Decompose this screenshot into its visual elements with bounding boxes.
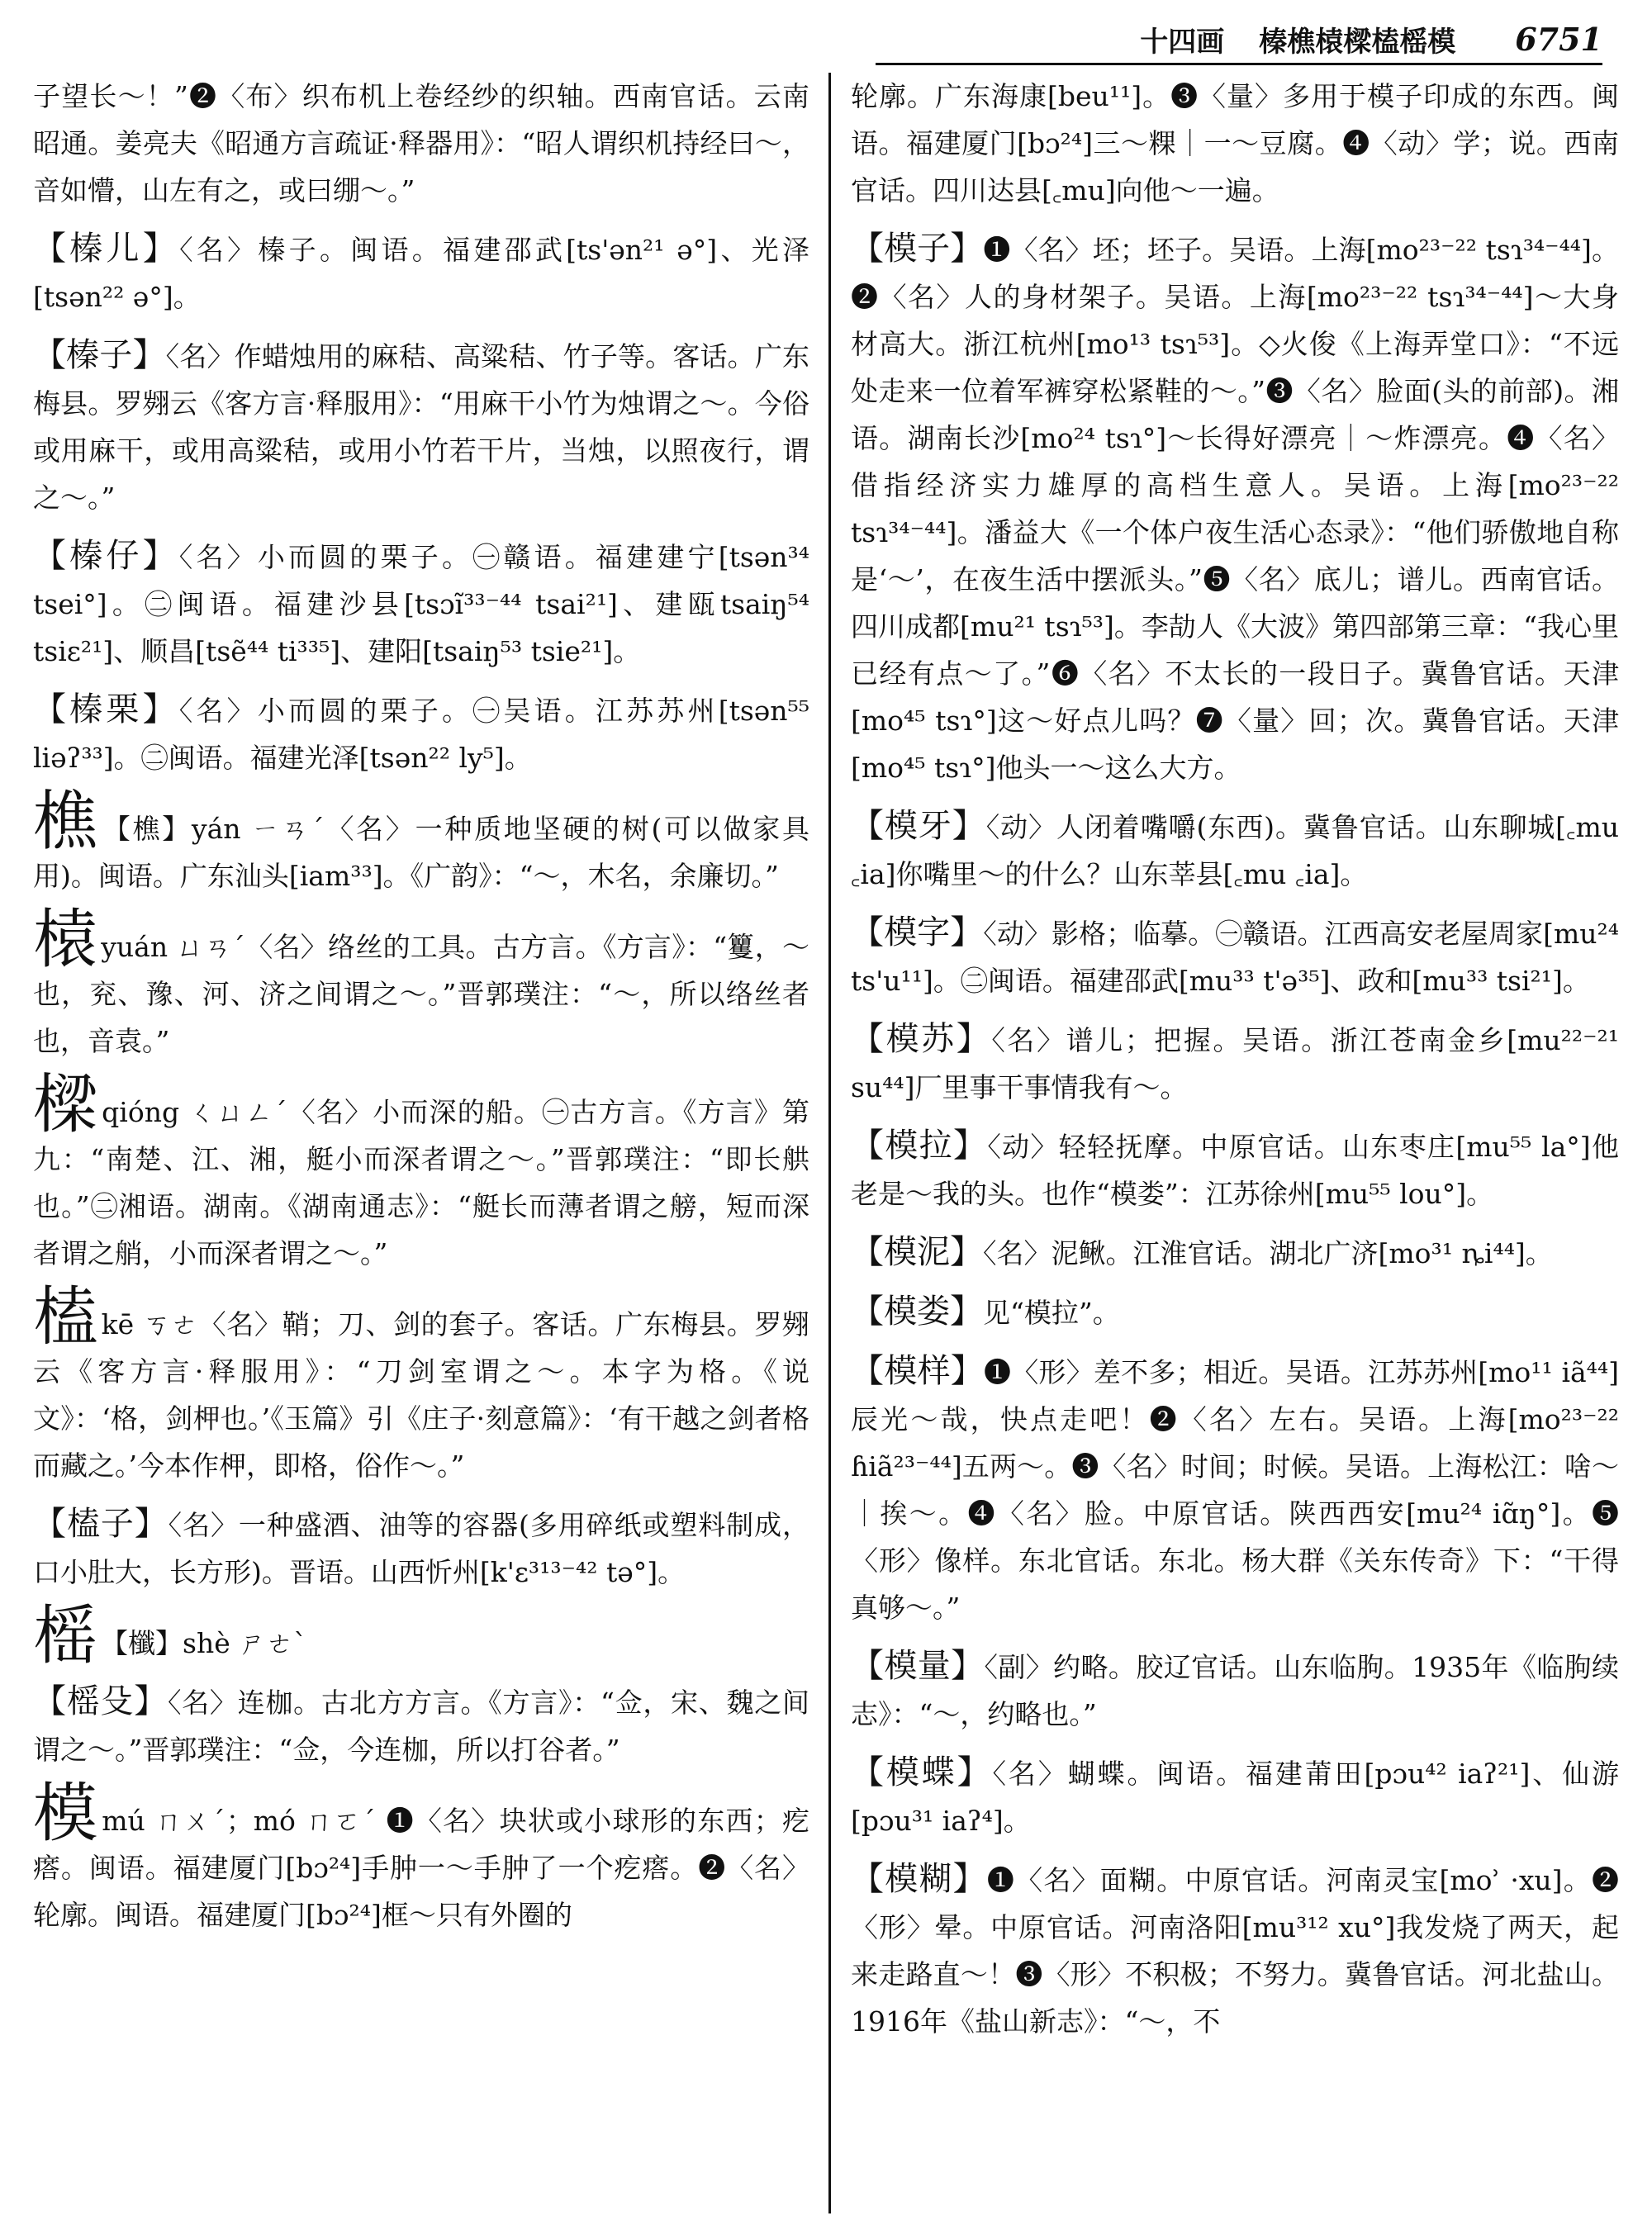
entry-text: yuán ㄩㄢˊ〈名〉络丝的工具。古方言。《方言》：“籰，～也，兖、豫、河、济之间谓之～。”晋郭璞注：“～，所以络丝者也，音袁。” (33, 931, 809, 1057)
entry-text: 见“模拉”。 (983, 1297, 1120, 1329)
entry-text: 子望长～！”❷〈布〉织布机上卷经纱的织轴。西南官话。云南昭通。姜亮夫《昭通方言疏证·释器用》：“昭人谓织机持经曰～，音如懵，山左有之，或曰绷～。” (33, 80, 809, 206)
dictionary-entry (851, 909, 1619, 1004)
headword: 【模样】 (851, 1352, 984, 1390)
entry-text: 〈名〉小而圆的栗子。㊀吴语。江苏苏州[tsən⁵⁵ liəʔ³³]。㊁闽语。福建光泽[tsən²² ly⁵]。 (33, 695, 809, 774)
entry-text: 〈名〉榛子。闽语。福建邵武[ts'ən²¹ ə°]、光泽[tsən²² ə°]。 (33, 234, 809, 313)
entry-text: 〈名〉小而圆的栗子。㊀赣语。福建建宁[tsən³⁴ tsei°]。㊁闽语。福建沙县[tsɔĩ³³⁻⁴⁴ tsai²¹]、建瓯tsaiŋ⁵⁴ tsiɛ²¹]、顺昌[tsẽ⁴⁴ ti³³⁵]、建阳[tsaiŋ⁵³ tsie²¹]。 (33, 541, 809, 667)
dictionary-entry (851, 1122, 1619, 1217)
left-column (33, 73, 809, 2213)
dictionary-entry (33, 1777, 809, 1938)
entry-text: ❶〈形〉差不多；相近。吴语。江苏苏州[mo¹¹ iã⁴⁴]辰光～哉，快点走吧！❷〈名〉左右。吴语。上海[mo²³⁻²² ɦiã²³⁻⁴⁴]五两～。❸〈名〉时间；时候。吴语。上海松江：啥～｜挨～。❹〈名〉脸。中原官话。陕西西安[mu²⁴ iɑ̃ŋ°]。❺〈形〉像样。东北官话。东北。杨大群《关东传奇》下：“干得真够～。” (851, 1356, 1619, 1624)
entry-text: ❶〈名〉面糊。中原官话。河南灵宝[moʾ ·xu]。❷〈形〉晕。中原官话。河南洛阳[mu³¹² xu°]我发烧了两天，起来走路直～！❸〈形〉不积极；不努力。冀鲁官话。河北盐山。1916年《盐山新志》：“～，不 (851, 1864, 1619, 2038)
page-header (876, 15, 1602, 65)
headword: 【模娄】 (851, 1293, 983, 1331)
entry-text: 〈名〉一种盛酒、油等的容器(多用碎纸或塑料制成，口小肚大，长方形)。晋语。山西忻州[k'ɛ³¹³⁻⁴² tə°]。 (33, 1509, 809, 1588)
entry-text: qióng ㄑㄩㄥˊ〈名〉小而深的船。㊀古方言。《方言》第九：“南楚、江、湘，艇小而深者谓之～。”晋郭璞注：“即长舼也。”㊁湘语。湖南。《湖南通志》：“艇长而薄者谓之艕，短而深者谓之艄，小而深者谓之～。” (33, 1096, 809, 1269)
headword: 【模泥】 (851, 1233, 983, 1271)
entry-text: 〈动〉人闭着嘴嚼(东西)。冀鲁官话。山东聊城[꜀mu ꜀ia]你嘴里～的什么？山东莘县[꜀mu ꜀ia]。 (851, 811, 1619, 890)
entry-text: ❶〈名〉坯；坯子。吴语。上海[mo²³⁻²² tsɿ³⁴⁻⁴⁴]。❷〈名〉人的身材架子。吴语。上海[mo²³⁻²² tsɿ³⁴⁻⁴⁴]～大身材高大。浙江杭州[mo¹³ tsɿ⁵³]。◇火俊《上海弄堂口》：“不远处走来一位着军裤穿松紧鞋的～。”❸〈名〉脸面(头的前部)。湘语。湖南长沙[mo²⁴ tsɿ°]～长得好漂亮｜～炸漂亮。❹〈名〉借指经济实力雄厚的高档生意人。吴语。上海[mo²³⁻²² tsɿ³⁴⁻⁴⁴]。潘益大《一个体户夜生活心态录》：“他们骄傲地自称是‘～’，在夜生活中摆派头。”❺〈名〉底儿；谱儿。西南官话。四川成都[mu²¹ tsɿ⁵³]。李劼人《大波》第四部第三章：“我心里已经有点～了。”❻〈名〉不太长的一段日子。冀鲁官话。天津[mo⁴⁵ tsɿ°]这～好点儿吗？❼〈量〉回；次。冀鲁官话。天津[mo⁴⁵ tsɿ°]他头一～这么大方。 (851, 234, 1619, 784)
header-section: 十四画 (1140, 25, 1225, 59)
headword: 【模子】 (851, 230, 984, 268)
dictionary-entry (33, 686, 809, 781)
dictionary-entry (33, 1678, 809, 1773)
entry-text: kē ㄎㄜ〈名〉鞘；刀、剑的套子。客话。广东梅县。罗翙云《客方言·释服用》：“刀剑室谓之～。本字为格。《说文》：‘格，剑柙也。’《玉篇》引《庄子·刻意篇》：‘有干越之剑者格而藏之。’今本作柙，即格，俗作～。” (33, 1308, 809, 1482)
right-column (851, 73, 1619, 2213)
dictionary-entry (33, 225, 809, 320)
entry-text: 〈名〉连枷。古北方方言。《方言》：“佥，宋、魏之间谓之～。”晋郭璞注：“佥，今连枷，所以打谷者。” (33, 1687, 809, 1766)
dictionary-entry (33, 903, 809, 1065)
entry-text: 〈动〉轻轻抚摩。中原官话。山东枣庄[mu⁵⁵ la°]他老是～我的头。也作“模娄”：江苏徐州[mu⁵⁵ lou°]。 (851, 1131, 1619, 1210)
headword: 【模牙】 (851, 807, 986, 845)
entry-text: 【樵】yán ㄧㄢˊ〈名〉一种质地坚硬的树(可以做家具用)。闽语。广东汕头[iam³³]。《广韵》：“～，木名，余廉切。” (33, 813, 809, 892)
entry-text: 轮廓。广东海康[beu¹¹]。❸〈量〉多用于模子印成的东西。闽语。福建厦门[bɔ²⁴]三～粿｜一～豆腐。❹〈动〉学；说。西南官话。四川达县[꜀mu]向他～一遍。 (851, 80, 1619, 206)
headword-character: 榬 (33, 903, 98, 977)
entry-text: mú ㄇㄨˊ；mó ㄇㄛˊ ❶〈名〉块状或小球形的东西；疙瘩。闽语。福建厦门[bɔ²⁴]手肿一～手肿了一个疙瘩。❷〈名〉轮廓。闽语。福建厦门[bɔ²⁴]框～只有外圈的 (33, 1805, 809, 1931)
headword: 【榛儿】 (33, 230, 180, 268)
dictionary-entry (33, 533, 809, 675)
headword-character: 模 (33, 1777, 99, 1851)
headword-character: 樑 (33, 1068, 99, 1142)
dictionary-entry (851, 1348, 1619, 1631)
dictionary-entry (851, 225, 1619, 791)
column-divider (828, 73, 831, 2213)
entry-text: 【櫼】shè ㄕㄜˋ (101, 1627, 307, 1659)
headword: 【榼子】 (33, 1505, 169, 1543)
dictionary-entry (33, 1599, 809, 1673)
header-characters: 榛樵榬樑榼榣模 (1259, 25, 1456, 59)
dictionary-entry (33, 1501, 809, 1596)
headword: 【模字】 (851, 913, 984, 951)
entry-text: 〈名〉蝴蝶。闽语。福建莆田[pɔu⁴² iaʔ²¹]、仙游[pɔu³¹ iaʔ⁴]。 (851, 1758, 1619, 1837)
entry-text: 〈名〉谱儿；把握。吴语。浙江苍南金乡[mu²²⁻²¹ su⁴⁴]厂里事干事情我有～。 (851, 1024, 1619, 1103)
headword: 【模拉】 (851, 1127, 988, 1165)
headword: 【模蝶】 (851, 1753, 993, 1791)
dictionary-entry (33, 332, 809, 521)
entry-text: 〈动〉影格；临摹。㊀赣语。江西高安老屋周家[mu²⁴ ts'u¹¹]。㊁闽语。福建邵武[mu³³ t'ə³⁵]、政和[mu³³ tsi²¹]。 (851, 918, 1619, 997)
dictionary-entry (851, 803, 1619, 898)
dictionary-entry (33, 1280, 809, 1489)
dictionary-entry (33, 785, 809, 899)
dictionary-entry (851, 1749, 1619, 1844)
headword: 【榛子】 (33, 336, 166, 374)
entry-text: 〈名〉泥鳅。江淮官话。湖北广济[mo³¹ ȵi⁴⁴]。 (983, 1237, 1553, 1269)
dictionary-entry (851, 1856, 1619, 2045)
entry-text: 〈副〉约略。胶辽官话。山东临朐。1935年《临朐续志》：“～，约略也。” (851, 1651, 1619, 1730)
headword: 【榣殳】 (33, 1682, 168, 1720)
headword: 【榛仔】 (33, 537, 179, 575)
dictionary-entry (851, 1643, 1619, 1738)
headword: 【模量】 (851, 1647, 985, 1685)
dictionary-entry (851, 1016, 1619, 1111)
headword-character: 榼 (33, 1280, 98, 1355)
headword: 【模糊】 (851, 1860, 987, 1898)
headword: 【模苏】 (851, 1020, 992, 1058)
dictionary-entry (33, 73, 809, 214)
dictionary-entry (851, 73, 1619, 214)
headword-character: 榣 (33, 1599, 98, 1673)
dictionary-entry (851, 1288, 1619, 1336)
dictionary-entry (33, 1068, 809, 1277)
dictionary-entry (851, 1229, 1619, 1277)
headword-character: 樵 (33, 785, 100, 859)
entry-text: 〈名〉作蜡烛用的麻秸、高粱秸、竹子等。客话。广东梅县。罗翙云《客方言·释服用》：“用麻干小竹为烛谓之～。今俗或用麻干，或用高粱秸，或用小竹若干片，当烛，以照夜行，谓之～。” (33, 340, 809, 514)
page-number: 6751 (1515, 20, 1602, 58)
headword: 【榛栗】 (33, 690, 179, 728)
